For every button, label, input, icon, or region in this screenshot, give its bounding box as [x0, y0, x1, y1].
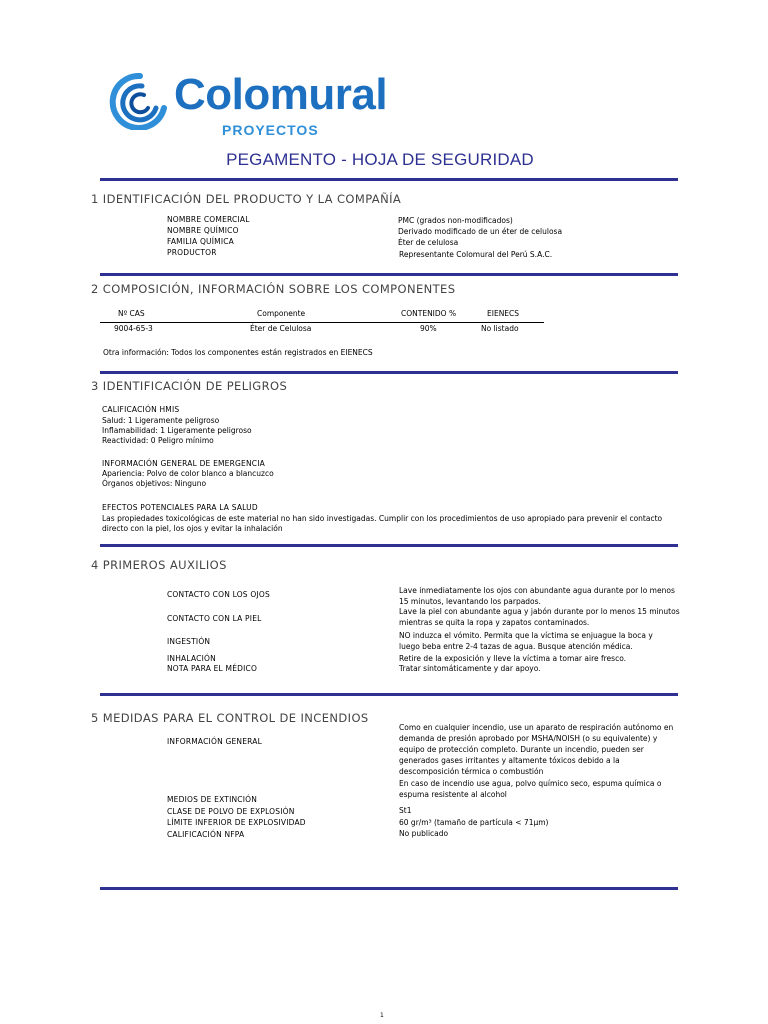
s1-label: FAMILIA QUÍMICA	[167, 237, 234, 246]
s5-value-line: 60 gr/m³ (tamaño de partícula < 71µm)	[399, 818, 549, 827]
s5-label-nfpa: CALIFICACIÓN NFPA	[167, 830, 245, 839]
section-divider	[100, 544, 678, 547]
s5-value-line: Como en cualquier incendio, use un aparato de respiración autónomo en	[399, 723, 674, 732]
section-5-title: 5 MEDIDAS PARA EL CONTROL DE INCENDIOS	[91, 711, 369, 725]
s2-header-cas: Nº CAS	[118, 309, 145, 318]
section-divider	[100, 178, 678, 181]
s2-cell: 9004-65-3	[114, 324, 153, 333]
s5-label-extinction: MEDIOS DE EXTINCIÓN	[167, 795, 258, 804]
s2-header-eienecs: EIENECS	[487, 309, 520, 318]
section-divider	[100, 371, 678, 374]
s2-cell: No listado	[481, 324, 519, 333]
s4-value-line: Retire de la exposición y lleve la víctima a tomar aire fresco.	[399, 654, 627, 663]
s4-value-line: mientras se quita la ropa y zapatos contaminados.	[399, 618, 590, 627]
s5-label-lel: LÍMITE INFERIOR DE EXPLOSIVIDAD	[167, 818, 306, 827]
section-4-title: 4 PRIMEROS AUXILIOS	[91, 558, 227, 572]
health-line: Las propiedades toxicológicas de este material no han sido investigadas. Cumplir con los procedimientos de uso apropiado para prevenir el contacto	[102, 514, 663, 523]
s2-header-component: Componente	[257, 309, 306, 318]
s2-header-content: CONTENIDO %	[401, 309, 457, 318]
s4-value-line: Tratar sintomáticamente y dar apoyo.	[399, 664, 541, 673]
s1-label: PRODUCTOR	[167, 248, 217, 257]
s1-value: Éter de celulosa	[398, 238, 459, 247]
s4-value-line: NO induzca el vómito. Permita que la víctima se enjuague la boca y	[399, 631, 653, 640]
hmis-title: CALIFICACIÓN HMIS	[102, 405, 180, 414]
hmis-line: Salud: 1 Ligeramente peligroso	[102, 416, 220, 425]
s5-value-line: No publicado	[399, 829, 449, 838]
page-number: 1	[380, 1012, 384, 1019]
s1-value: Representante Colomural del Perú S.A.C.	[399, 250, 553, 259]
s4-value-line: 15 minutos, levantando los parpados.	[399, 597, 541, 606]
colomural-swirl-logo-icon	[100, 68, 170, 130]
hmis-line: Reactividad: 0 Peligro mínimo	[102, 436, 214, 445]
section-1-title: 1 IDENTIFICACIÓN DEL PRODUCTO Y LA COMPAÑÍA	[91, 192, 402, 206]
s1-label: NOMBRE QUÍMICO	[167, 226, 239, 235]
s5-value-line: St1	[399, 806, 412, 815]
section-2-title: 2 COMPOSICIÓN, INFORMACIÓN SOBRE LOS COMPONENTES	[91, 282, 456, 296]
s2-cell: 90%	[420, 324, 437, 333]
section-3-title: 3 IDENTIFICACIÓN DE PELIGROS	[91, 379, 288, 393]
section-divider	[100, 887, 678, 890]
s5-value-line: equipo de protección completo. Durante un incendio, pueden ser	[399, 745, 644, 754]
emergency-title: INFORMACIÓN GENERAL DE EMERGENCIA	[102, 459, 265, 468]
section-divider	[100, 273, 678, 276]
s4-label-note: NOTA PARA EL MÉDICO	[167, 664, 258, 673]
s1-value: PMC (grados non-modificados)	[398, 216, 513, 225]
health-title: EFECTOS POTENCIALES PARA LA SALUD	[102, 503, 258, 512]
s1-value: Derivado modificado de un éter de celulosa	[398, 227, 563, 236]
s4-label-skin: CONTACTO CON LA PIEL	[167, 614, 262, 623]
s4-label-inhalation: INHALACIÓN	[167, 654, 216, 663]
emergency-line: Apariencia: Polvo de color blanco a blancuzco	[102, 469, 274, 478]
s4-value-line: Lave inmediatamente los ojos con abundante agua durante por lo menos	[399, 586, 675, 595]
section-divider	[100, 693, 678, 696]
s5-label-dust-class: CLASE DE POLVO DE EXPLOSIÓN	[167, 807, 295, 816]
s5-value-line: demanda de presión aprobado por MSHA/NOISH (o su equivalente) y	[399, 734, 658, 743]
hmis-line: Inflamabilidad: 1 Ligeramente peligroso	[102, 426, 252, 435]
brand-subtitle: PROYECTOS	[222, 122, 319, 138]
health-line: directo con la piel, los ojos y evitar la inhalación	[102, 524, 283, 533]
s4-value-line: Lave la piel con abundante agua y jabón durante por lo menos 15 minutos	[399, 607, 680, 616]
brand-name: Colomural	[174, 70, 388, 119]
s1-label: NOMBRE COMERCIAL	[167, 215, 250, 224]
s2-other-info: Otra información: Todos los componentes están registrados en EIENECS	[103, 348, 373, 357]
s5-value-line: generados gases irritantes y altamente tóxicos debido a la	[399, 756, 620, 765]
table-header-line	[100, 322, 544, 323]
s4-label-eyes: CONTACTO CON LOS OJOS	[167, 590, 270, 599]
s5-value-line: espuma resistente al alcohol	[399, 790, 507, 799]
s4-label-ingestion: INGESTIÓN	[167, 637, 211, 646]
s2-cell: Éter de Celulosa	[250, 324, 312, 333]
document-title: PEGAMENTO - HOJA DE SEGURIDAD	[226, 150, 534, 169]
s5-value-line: En caso de incendio use agua, polvo químico seco, espuma química o	[399, 779, 662, 788]
emergency-line: Órganos objetivos: Ninguno	[102, 479, 207, 488]
s5-label-general: INFORMACIÓN GENERAL	[167, 737, 262, 746]
s5-value-line: descomposición térmica o combustión	[399, 767, 544, 776]
s4-value-line: luego beba entre 2-4 tazas de agua. Busque atención médica.	[399, 642, 633, 651]
